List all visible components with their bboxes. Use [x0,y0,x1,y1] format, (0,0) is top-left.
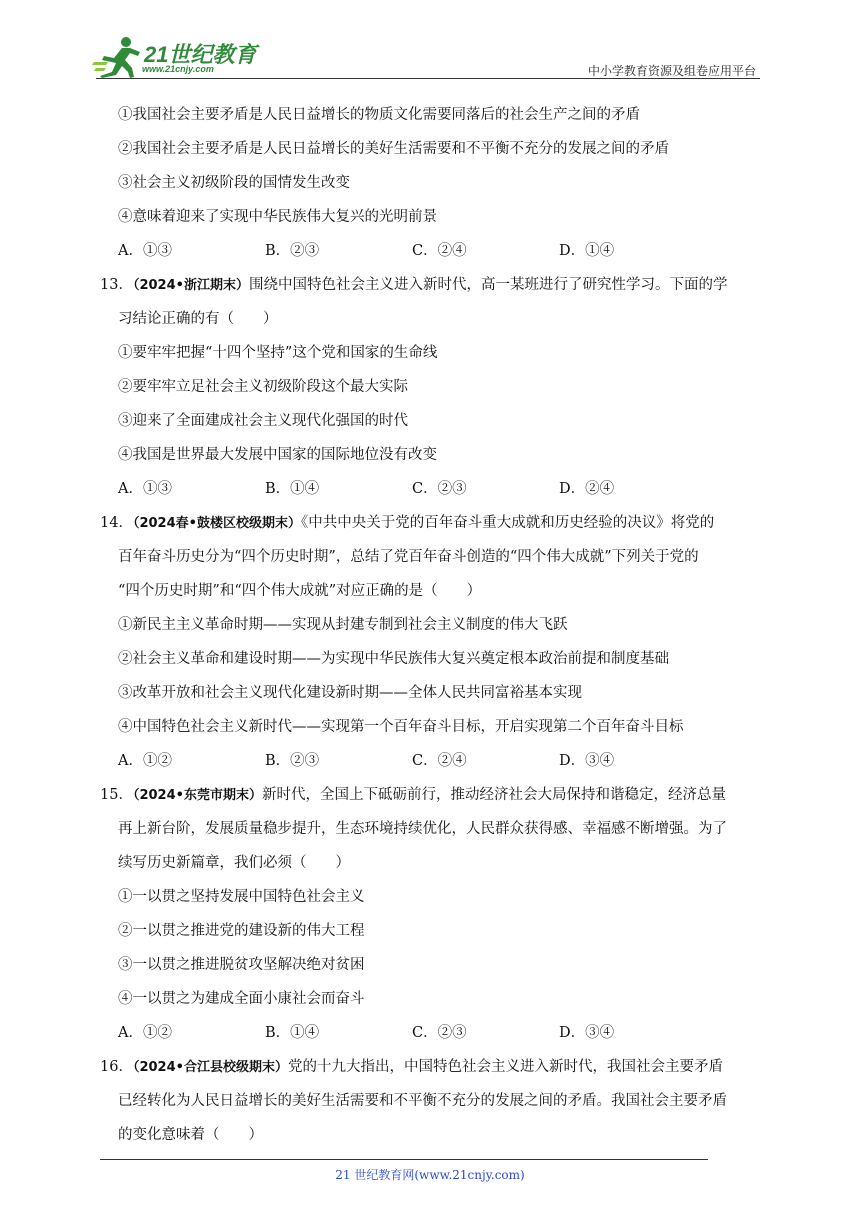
q13-choice-c[interactable]: C．②③ [412,481,467,497]
q16-stem [100,1050,770,1084]
header-divider [96,78,760,79]
q15-option-1: ①一以贯之坚持发展中国特色社会主义 [118,889,365,905]
q13-stem-text-1: 围绕中国特色社会主义进入新时代，高一某班进行了研究性学习。下面的学 [248,277,728,293]
q13-option-1: ①要牢牢把握“十四个坚持”这个党和国家的生命线 [118,345,438,361]
q14-option-1: ①新民主主义革命时期——实现从封建专制到社会主义制度的伟大飞跃 [118,617,568,633]
q14-choice-b[interactable]: B．②③ [265,753,320,769]
q14-stem [100,506,770,540]
q12-choice-b[interactable]: B．②③ [265,243,320,259]
q14-option-3: ③改革开放和社会主义现代化建设新时期——全体人民共同富裕基本实现 [118,685,582,701]
footer-divider [100,1159,708,1160]
q13-stem [100,268,770,302]
q13-stem-text-2: 习结论正确的有（ ） [118,311,278,327]
header-platform-label: 中小学教育资源及组卷应用平台 [587,64,756,78]
q12-choice-c[interactable]: C．②④ [412,243,467,259]
q12-option-2: ②我国社会主要矛盾是人民日益增长的美好生活需要和不平衡不充分的发展之间的矛盾 [118,141,669,157]
q12-option-3: ③社会主义初级阶段的国情发生改变 [118,175,350,191]
q15-choices [100,1016,770,1050]
q12-choice-d[interactable]: D．①④ [559,243,615,259]
q14-option-2: ②社会主义革命和建设时期——为实现中华民族伟大复兴奠定根本政治前提和制度基础 [118,651,669,667]
logo-url: www.21cnjy.com [142,64,214,74]
q14-option-4: ④中国特色社会主义新时代——实现第一个百年奋斗目标，开启实现第二个百年奋斗目标 [118,719,684,735]
q15-choice-b[interactable]: B．①④ [265,1025,320,1041]
q15-source: （2024•东莞市期末） [132,788,262,803]
q13-option-2: ②要牢牢立足社会主义初级阶段这个最大实际 [118,379,408,395]
q16-source: （2024•合江县校级期末） [132,1060,288,1075]
q14-stem-text-2: 百年奋斗历史分为“四个历史时期”，总结了党百年奋斗创造的“四个伟大成就”下列关于党的 [118,549,699,565]
q15-option-4: ④一以贯之为建成全面小康社会而奋斗 [118,991,365,1007]
q13-number: 13． [100,277,133,293]
q16-stem-text-2: 已经转化为人民日益增长的美好生活需要和不平衡不充分的发展之间的矛盾。我国社会主要矛盾 [118,1093,727,1109]
q15-stem [100,778,770,812]
q13-choice-d[interactable]: D．②④ [559,481,615,497]
q15-option-3: ③一以贯之推进脱贫攻坚解决绝对贫困 [118,957,365,973]
q15-stem-text-2: 再上新台阶，发展质量稳步提升，生态环境持续优化，人民群众获得感、幸福感不断增强。为了 [118,821,727,837]
q14-choices [100,744,770,778]
q15-choice-d[interactable]: D．③④ [559,1025,615,1041]
q16-stem-text-3: 的变化意味着（ ） [118,1127,263,1143]
q15-stem-text-3: 续写历史新篇章，我们必须（ ） [118,855,350,871]
q15-choice-a[interactable]: A．①② [118,1025,172,1041]
q13-choice-a[interactable]: A．①③ [118,481,172,497]
page-header [0,0,860,84]
q13-choices [100,472,770,506]
footer-link[interactable]: 21 世纪教育网(www.21cnjy.com) [335,1168,525,1182]
q14-stem-text-1: 《中共中央关于党的百年奋斗重大成就和历史经验的决议》将党的 [300,515,715,531]
q15-number: 15． [100,787,133,803]
q14-source: （2024春•鼓楼区校级期末） [132,516,301,531]
q13-choice-b[interactable]: B．①④ [265,481,320,497]
runner-logo-icon [92,36,144,78]
site-logo[interactable] [92,36,262,78]
q14-stem-text-3: “四个历史时期”和“四个伟大成就”对应正确的是（ ） [118,583,482,599]
q13-source: （2024•浙江期末） [132,278,249,293]
q12-choice-a[interactable]: A．①③ [118,243,172,259]
question-content [100,98,770,1152]
logo-text: 21世纪教育 [144,42,257,67]
q15-choice-c[interactable]: C．②③ [412,1025,467,1041]
q13-option-3: ③迎来了全面建成社会主义现代化强国的时代 [118,413,408,429]
q16-number: 16． [100,1059,133,1075]
q15-option-2: ②一以贯之推进党的建设新的伟大工程 [118,923,365,939]
q12-option-4: ④意味着迎来了实现中华民族伟大复兴的光明前景 [118,209,437,225]
q14-choice-c[interactable]: C．②④ [412,753,467,769]
q14-number: 14． [100,515,133,531]
q12-choices [100,234,770,268]
q14-choice-a[interactable]: A．①② [118,753,172,769]
q12-option-1: ①我国社会主要矛盾是人民日益增长的物质文化需要同落后的社会生产之间的矛盾 [118,107,640,123]
q15-stem-text-1: 新时代，全国上下砥砺前行，推动经济社会大局保持和谐稳定，经济总量 [261,787,726,803]
q16-stem-text-1: 党的十九大指出，中国特色社会主义进入新时代，我国社会主要矛盾 [287,1059,723,1075]
q13-option-4: ④我国是世界最大发展中国家的国际地位没有改变 [118,447,437,463]
q14-choice-d[interactable]: D．③④ [559,753,615,769]
